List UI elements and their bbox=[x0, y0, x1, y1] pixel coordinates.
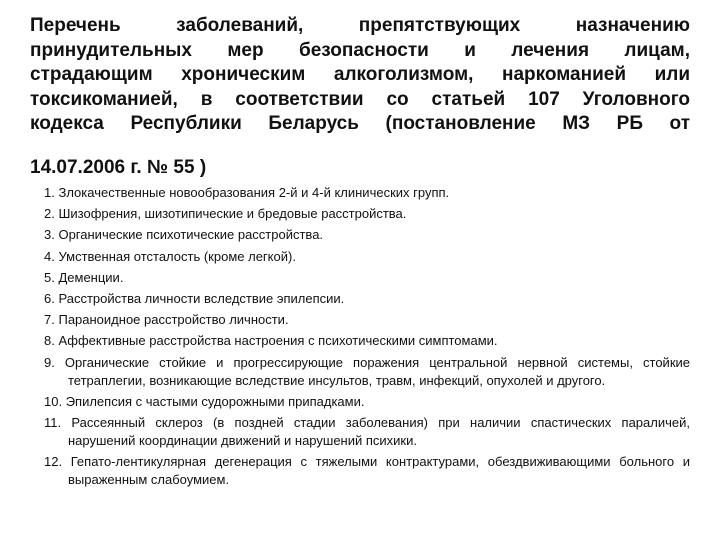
list-item bbox=[44, 226, 690, 244]
list-item bbox=[44, 414, 690, 450]
list-item-text: Злокачественные новообразования 2-й и 4-й клинических групп. bbox=[58, 185, 450, 200]
list-item-text: Эпилепсия с частыми судорожными припадками. bbox=[65, 393, 365, 409]
list-item-number: 2. bbox=[44, 206, 55, 222]
title-line: принудительных мер безопасности и лечения лицам, bbox=[30, 39, 690, 61]
title-line: токсикоманией, в соответствии со статьей 107 Уголовного bbox=[30, 88, 690, 110]
list-item bbox=[44, 184, 690, 202]
list-item-number: 4. bbox=[44, 248, 55, 264]
list-item-text: Рассеянный склероз (в поздней стадии заболевания) при наличии спастических параличей, нарушений координации движений и нарушений психики. bbox=[68, 414, 690, 448]
list-item bbox=[44, 248, 690, 266]
list-item-number: 10. bbox=[44, 393, 63, 409]
list-item-text: Параноидное расстройство личности. bbox=[58, 312, 289, 328]
list-item-number: 7. bbox=[44, 312, 55, 328]
title-line: страдающим хроническим алкоголизмом, наркоманией или bbox=[30, 64, 690, 85]
list-item bbox=[44, 393, 690, 411]
list-item bbox=[44, 354, 690, 390]
list-item-number: 3. bbox=[44, 227, 55, 243]
list-item bbox=[44, 332, 690, 350]
list-item-text: Аффективные расстройства настроения с психотическими симптомами. bbox=[58, 333, 498, 349]
disease-list bbox=[44, 184, 690, 492]
list-item-text: Умственная отсталость (кроме легкой). bbox=[58, 248, 296, 264]
list-item-number: 1. bbox=[44, 185, 55, 200]
title-line: Перечень заболеваний, препятствующих назначению bbox=[30, 15, 690, 36]
list-item-number: 6. bbox=[44, 290, 55, 306]
list-item-number: 12. bbox=[44, 454, 63, 470]
document-title bbox=[30, 14, 690, 137]
list-item-text: Деменции. bbox=[58, 269, 124, 285]
list-item-number: 5. bbox=[44, 269, 55, 285]
list-item bbox=[44, 269, 690, 287]
list-item-text: Шизофрения, шизотипические и бредовые расстройства. bbox=[58, 206, 407, 222]
list-item-text: Органические психотические расстройства. bbox=[58, 227, 324, 243]
list-item-number: 8. bbox=[44, 333, 55, 349]
list-item bbox=[44, 453, 690, 489]
title-date-line: 14.07.2006 г. № 55 ) bbox=[30, 157, 207, 178]
list-item bbox=[44, 290, 690, 308]
list-item-number: 9. bbox=[44, 354, 55, 370]
list-item-text: Гепато-лентикулярная дегенерация с тяжелыми контрактурами, обездвиживающими больного и выраженным слабоумием. bbox=[68, 454, 690, 488]
list-item bbox=[44, 311, 690, 329]
title-line: кодекса Республики Беларусь (постановление МЗ РБ от bbox=[30, 113, 690, 134]
list-item bbox=[44, 205, 690, 223]
list-item-number: 11. bbox=[44, 414, 62, 430]
list-item-text: Органические стойкие и прогрессирующие поражения центральной нервной системы, стойкие тетраплегии, возникающие вследствие инсультов, травм, инфекций, опухолей и другого. bbox=[64, 354, 690, 388]
list-item-text: Расстройства личности вследствие эпилепсии. bbox=[58, 290, 345, 306]
